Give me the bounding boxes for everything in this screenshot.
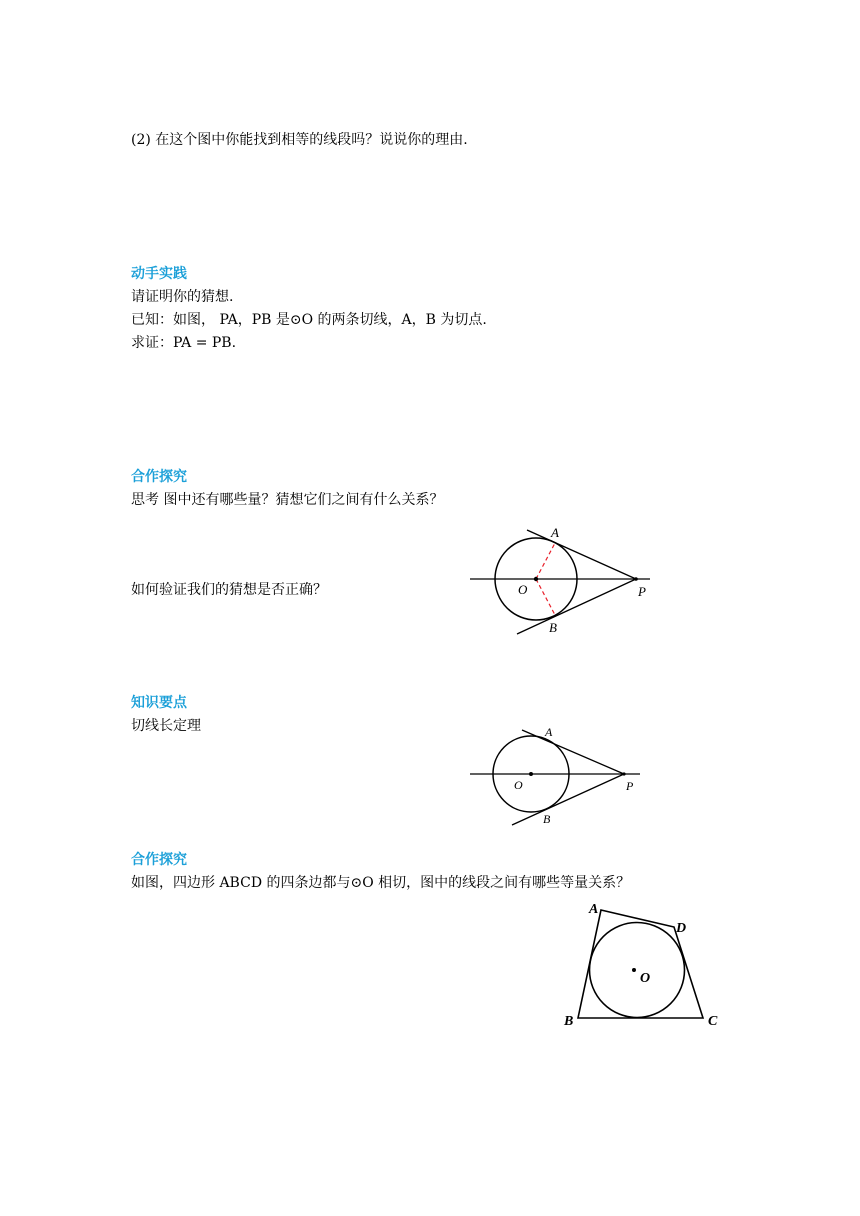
center-o-dot-3: [632, 968, 636, 972]
label-d-3: D: [676, 921, 687, 936]
explore-1-think: 思考 图中还有哪些量？猜想它们之间有什么关系？: [131, 492, 444, 508]
label-b: B: [549, 620, 557, 635]
practice-line-1: 请证明你的猜想.: [131, 289, 234, 305]
label-o-3: O: [640, 971, 651, 986]
practice-prove: 求证：PA = PB.: [131, 335, 237, 351]
label-p: P: [638, 584, 646, 599]
label-a-3: A: [589, 902, 599, 917]
label-p-2: P: [626, 779, 634, 793]
explore-1-verify: 如何验证我们的猜想是否正确？: [131, 582, 327, 598]
explore-2-heading: 合作探究: [131, 852, 187, 868]
label-a: A: [551, 525, 559, 540]
explore-2-question: 如图，四边形 ABCD 的四条边都与⊙O 相切，图中的线段之间有哪些等量关系？: [131, 875, 631, 891]
inscribed-circle-o: [590, 923, 685, 1018]
label-b-3: B: [564, 1014, 574, 1029]
explore-1-heading: 合作探究: [131, 469, 187, 485]
label-a-2: A: [545, 725, 553, 739]
label-b-2: B: [543, 812, 551, 826]
knowledge-theorem: 切线长定理: [131, 718, 201, 734]
question-2-text: (2) 在这个图中你能找到相等的线段吗？说说你的理由.: [131, 132, 468, 148]
practice-given: 已知：如图， PA，PB 是⊙O 的两条切线，A，B 为切点.: [131, 312, 487, 328]
label-o-2: O: [514, 778, 523, 792]
label-c-3: C: [708, 1014, 718, 1029]
knowledge-heading: 知识要点: [131, 695, 187, 711]
label-o: O: [518, 582, 528, 597]
practice-heading: 动手实践: [131, 266, 187, 282]
